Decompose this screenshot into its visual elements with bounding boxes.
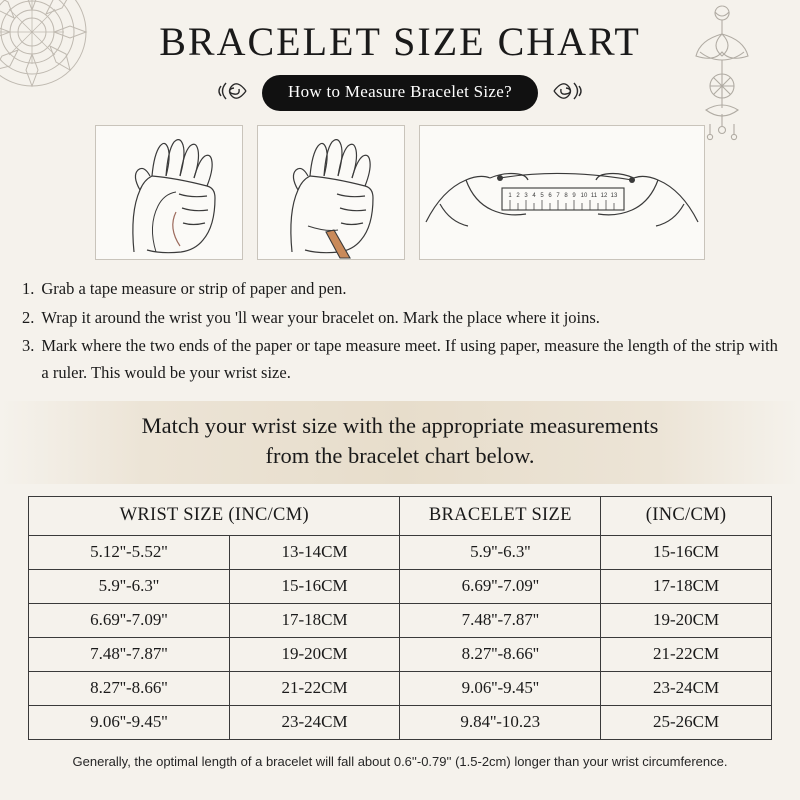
cell-bracelet-cm: 25-26CM <box>601 706 772 740</box>
cell-wrist-cm: 13-14CM <box>229 536 400 570</box>
illustrations-row <box>0 125 800 260</box>
match-instruction-band <box>0 401 800 484</box>
svg-text:4: 4 <box>532 193 536 199</box>
table-row <box>29 706 772 740</box>
table-row <box>29 604 772 638</box>
cell-bracelet-inches: 6.69''-7.09'' <box>400 570 601 604</box>
svg-text:5: 5 <box>540 193 544 199</box>
steps-list <box>22 276 778 387</box>
cell-wrist-inches: 5.9''-6.3'' <box>29 570 230 604</box>
cell-wrist-inches: 8.27''-8.66'' <box>29 672 230 706</box>
page-title: BRACELET SIZE CHART <box>159 19 641 64</box>
hands-measuring-with-ruler-illustration <box>419 125 705 260</box>
hand-with-tape-measure-illustration <box>95 125 243 260</box>
cell-bracelet-cm: 23-24CM <box>601 672 772 706</box>
table-row <box>29 638 772 672</box>
step-text: Grab a tape measure or strip of paper and pen. <box>41 279 347 298</box>
step-text: Wrap it around the wrist you 'll wear your bracelet on. Mark the place where it joins. <box>41 307 600 327</box>
header-bracelet-units: (INC/CM) <box>601 497 772 536</box>
measure-banner-row <box>0 75 800 111</box>
step-number: 1. <box>22 279 35 298</box>
cell-wrist-cm: 15-16CM <box>229 570 400 604</box>
cell-bracelet-cm: 17-18CM <box>601 570 772 604</box>
band-line-2: from the bracelet chart below. <box>265 442 535 468</box>
table-row <box>29 536 772 570</box>
list-item <box>22 333 778 386</box>
table-row <box>29 672 772 706</box>
list-item <box>22 305 778 332</box>
cell-wrist-cm: 23-24CM <box>229 706 400 740</box>
cell-bracelet-cm: 15-16CM <box>601 536 772 570</box>
hand-with-paper-strip-illustration <box>257 125 405 260</box>
measure-banner: How to Measure Bracelet Size? <box>262 75 538 111</box>
svg-text:8: 8 <box>564 193 568 199</box>
step-text: Mark where the two ends of the paper or tape measure meet. If using paper, measure the length of the strip with a ruler. This would be your wrist size. <box>41 336 778 383</box>
band-line-1: Match your wrist size with the appropriate measurements <box>141 412 659 438</box>
svg-text:2: 2 <box>516 193 520 199</box>
cell-bracelet-cm: 19-20CM <box>601 604 772 638</box>
flourish-icon-right <box>550 77 584 110</box>
cell-wrist-inches: 6.69''-7.09'' <box>29 604 230 638</box>
cell-wrist-inches: 9.06''-9.45'' <box>29 706 230 740</box>
cell-wrist-cm: 19-20CM <box>229 638 400 672</box>
cell-bracelet-inches: 7.48''-7.87'' <box>400 604 601 638</box>
svg-text:6: 6 <box>548 193 552 199</box>
cell-wrist-cm: 21-22CM <box>229 672 400 706</box>
table-row <box>29 570 772 604</box>
svg-text:9: 9 <box>572 193 576 199</box>
footnote: Generally, the optimal length of a bracelet will fall about 0.6''-0.79'' (1.5-2cm) longer than your wrist circumference. <box>72 754 728 770</box>
svg-text:12: 12 <box>600 193 608 199</box>
cell-bracelet-inches: 9.84''-10.23 <box>400 706 601 740</box>
header-bracelet-size: BRACELET SIZE <box>400 497 601 536</box>
svg-text:13: 13 <box>610 193 618 199</box>
header-wrist-size: WRIST SIZE (INC/CM) <box>29 497 400 536</box>
step-number: 3. <box>22 336 35 356</box>
cell-wrist-inches: 5.12''-5.52'' <box>29 536 230 570</box>
step-number: 2. <box>22 307 35 327</box>
cell-bracelet-inches: 5.9''-6.3'' <box>400 536 601 570</box>
svg-text:1: 1 <box>508 193 512 199</box>
cell-bracelet-cm: 21-22CM <box>601 638 772 672</box>
size-table-wrap <box>28 496 772 740</box>
cell-wrist-inches: 7.48''-7.87'' <box>29 638 230 672</box>
size-table <box>28 496 772 740</box>
flourish-icon-left <box>216 77 250 110</box>
svg-text:7: 7 <box>556 193 560 199</box>
table-header-row <box>29 497 772 536</box>
svg-text:10: 10 <box>580 193 588 199</box>
list-item <box>22 276 778 303</box>
svg-text:3: 3 <box>524 193 528 199</box>
cell-bracelet-inches: 9.06''-9.45'' <box>400 672 601 706</box>
cell-wrist-cm: 17-18CM <box>229 604 400 638</box>
cell-bracelet-inches: 8.27''-8.66'' <box>400 638 601 672</box>
svg-text:11: 11 <box>590 193 598 199</box>
